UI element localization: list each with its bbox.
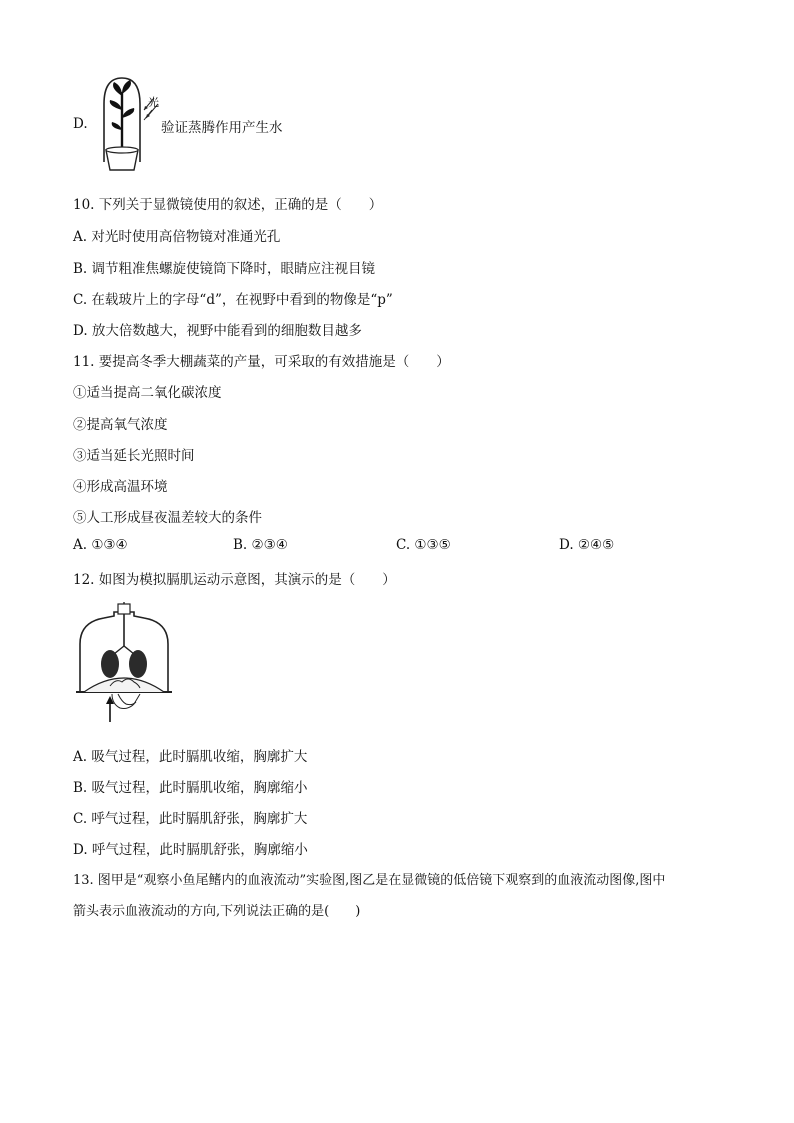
q10-option-d: D. 放大倍数越大，视野中能看到的细胞数目越多 [73,323,362,339]
q11-choice-c: C. ①③⑤ [396,537,451,553]
q12-option-c: C. 呼气过程，此时膈肌舒张，胸廓扩大 [73,811,308,827]
q11-item-2: ②提高氧气浓度 [73,417,168,433]
q12-option-b: B. 吸气过程，此时膈肌收缩，胸廓缩小 [73,780,308,796]
q11-item-3: ③适当延长光照时间 [73,448,195,464]
q9-option-d-text: 验证蒸腾作用产生水 [161,120,283,136]
q10-option-c: C. 在载玻片上的字母“d”，在视野中看到的物像是“p” [73,292,393,308]
q11-stem: 11. 要提高冬季大棚蔬菜的产量，可采取的有效措施是（ ） [73,354,450,370]
q12-option-a: A. 吸气过程，此时膈肌收缩，胸廓扩大 [73,749,308,765]
q10-stem: 10. 下列关于显微镜使用的叙述，正确的是（ ） [73,197,383,213]
q9-option-d-letter: D. [73,116,88,132]
q10-option-a: A. 对光时使用高倍物镜对准通光孔 [73,229,281,245]
q11-choice-d: D. ②④⑤ [559,537,615,553]
q12-stem: 12. 如图为模拟膈肌运动示意图，其演示的是（ ） [73,572,396,588]
diaphragm-model-figure [74,602,174,724]
bell-jar-plant-figure [92,74,162,174]
q11-item-4: ④形成高温环境 [73,479,168,495]
q13-stem-line2: 箭头表示血液流动的方向,下列说法正确的是( ) [73,904,361,919]
q11-choice-a: A. ①③④ [73,537,128,553]
q12-option-d: D. 呼气过程，此时膈肌舒张，胸廓缩小 [73,842,308,858]
light-label: 光 [148,96,159,109]
q11-choices [73,537,733,555]
q11-item-1: ①适当提高二氧化碳浓度 [73,385,222,401]
q10-option-b: B. 调节粗准焦螺旋使镜筒下降时，眼睛应注视目镜 [73,261,376,277]
q11-item-5: ⑤人工形成昼夜温差较大的条件 [73,510,262,526]
q11-choice-b: B. ②③④ [233,537,288,553]
q13-stem-line1: 13. 图甲是“观察小鱼尾鳍内的血液流动”实验图,图乙是在显微镜的低倍镜下观察到的血液流动图像,图中 [73,873,666,888]
